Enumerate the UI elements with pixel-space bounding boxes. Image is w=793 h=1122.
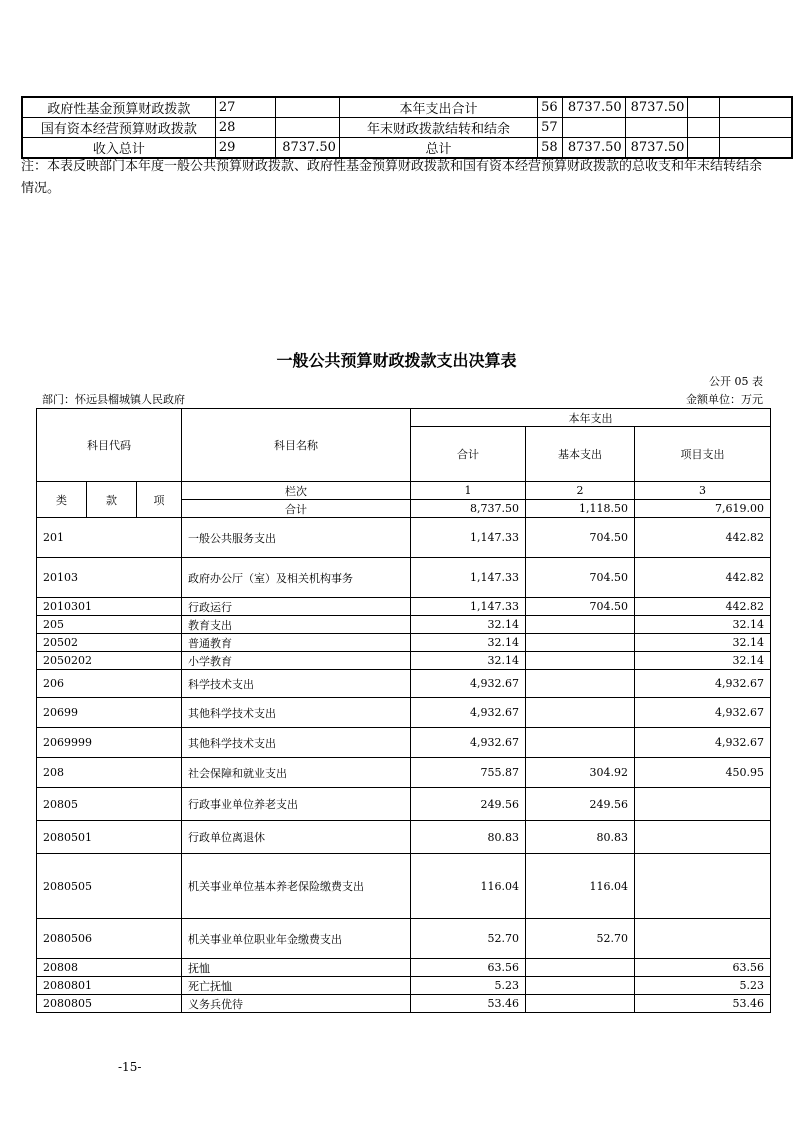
row-basic <box>526 977 635 995</box>
table-row <box>37 959 771 977</box>
row-name: 其他科学技术支出 <box>182 728 411 758</box>
row-name: 其他科学技术支出 <box>182 698 411 728</box>
row-total: 80.83 <box>411 821 526 854</box>
row-total: 63.56 <box>411 959 526 977</box>
row-project: 63.56 <box>635 959 771 977</box>
summary-cell: 政府性基金预算财政拨款 <box>22 97 215 118</box>
table-row <box>37 670 771 698</box>
row-code: 201 <box>37 518 182 558</box>
summary-cell <box>562 118 625 138</box>
row-total: 32.14 <box>411 616 526 634</box>
table-row <box>37 518 771 558</box>
row-code: 2080801 <box>37 977 182 995</box>
table-row <box>37 634 771 652</box>
header-class: 类 <box>37 482 87 518</box>
summary-row <box>22 97 792 118</box>
row-code: 2010301 <box>37 598 182 616</box>
header-col1: 1 <box>411 482 526 500</box>
summary-cell <box>276 118 340 138</box>
row-project: 4,932.67 <box>635 698 771 728</box>
summary-cell <box>688 97 720 118</box>
row-total: 4,932.67 <box>411 670 526 698</box>
row-project: 442.82 <box>635 558 771 598</box>
row-basic: 80.83 <box>526 821 635 854</box>
row-name: 行政事业单位养老支出 <box>182 788 411 821</box>
summary-cell: 8737.50 <box>562 138 625 159</box>
summary-cell: 8737.50 <box>625 97 688 118</box>
row-name: 一般公共服务支出 <box>182 518 411 558</box>
summary-cell: 27 <box>215 97 275 118</box>
row-total: 755.87 <box>411 758 526 788</box>
row-project: 53.46 <box>635 995 771 1013</box>
row-project: 32.14 <box>635 652 771 670</box>
page-title: 一般公共预算财政拨款支出决算表 <box>276 351 517 370</box>
row-name: 机关事业单位职业年金缴费支出 <box>182 919 411 959</box>
table-row <box>37 616 771 634</box>
row-code: 20808 <box>37 959 182 977</box>
row-name: 科学技术支出 <box>182 670 411 698</box>
department-label: 部门：怀远县榴城镇人民政府 <box>42 393 185 406</box>
row-basic <box>526 652 635 670</box>
row-total: 4,932.67 <box>411 728 526 758</box>
table-row <box>37 821 771 854</box>
summary-cell: 年末财政拨款结转和结余 <box>339 118 537 138</box>
summary-cell <box>720 118 792 138</box>
table-row <box>37 598 771 616</box>
row-basic: 52.70 <box>526 919 635 959</box>
amount-unit-label: 金额单位：万元 <box>686 393 763 406</box>
row-total: 52.70 <box>411 919 526 959</box>
row-name: 小学教育 <box>182 652 411 670</box>
header-project: 项目支出 <box>635 427 771 482</box>
row-total: 32.14 <box>411 634 526 652</box>
row-code: 205 <box>37 616 182 634</box>
table-row <box>37 758 771 788</box>
row-code: 2080506 <box>37 919 182 959</box>
row-basic <box>526 995 635 1013</box>
table-row <box>37 728 771 758</box>
row-project <box>635 788 771 821</box>
header-code: 科目代码 <box>37 409 182 482</box>
summary-cell: 28 <box>215 118 275 138</box>
table-row <box>37 977 771 995</box>
row-project <box>635 854 771 919</box>
row-total: 249.56 <box>411 788 526 821</box>
row-code: 2080501 <box>37 821 182 854</box>
row-total: 1,147.33 <box>411 518 526 558</box>
summary-cell: 收入总计 <box>22 138 215 159</box>
row-code: 208 <box>37 758 182 788</box>
summary-cell <box>276 97 340 118</box>
row-project: 5.23 <box>635 977 771 995</box>
table-row <box>37 698 771 728</box>
summary-cell: 8737.50 <box>625 138 688 159</box>
row-project: 442.82 <box>635 518 771 558</box>
summary-cell <box>720 97 792 118</box>
row-code: 2050202 <box>37 652 182 670</box>
sum-label: 合计 <box>182 500 411 518</box>
table-row <box>37 854 771 919</box>
table-row <box>37 919 771 959</box>
table-row <box>37 995 771 1013</box>
row-basic <box>526 616 635 634</box>
summary-cell <box>688 138 720 159</box>
row-code: 20502 <box>37 634 182 652</box>
row-code: 20805 <box>37 788 182 821</box>
summary-cell: 58 <box>538 138 563 159</box>
summary-cell: 8737.50 <box>276 138 340 159</box>
row-basic: 704.50 <box>526 518 635 558</box>
row-project: 442.82 <box>635 598 771 616</box>
summary-row <box>22 118 792 138</box>
summary-cell: 国有资本经营预算财政拨款 <box>22 118 215 138</box>
row-name: 普通教育 <box>182 634 411 652</box>
row-project <box>635 919 771 959</box>
row-basic <box>526 698 635 728</box>
row-basic: 704.50 <box>526 598 635 616</box>
row-project: 450.95 <box>635 758 771 788</box>
page-number: -15- <box>118 1060 142 1074</box>
table-row <box>37 652 771 670</box>
row-name: 抚恤 <box>182 959 411 977</box>
header-col2: 2 <box>526 482 635 500</box>
row-total: 5.23 <box>411 977 526 995</box>
header-col3: 3 <box>635 482 771 500</box>
row-name: 机关事业单位基本养老保险缴费支出 <box>182 854 411 919</box>
row-code: 20103 <box>37 558 182 598</box>
row-total: 116.04 <box>411 854 526 919</box>
row-total: 32.14 <box>411 652 526 670</box>
header-col-index: 栏次 <box>182 482 411 500</box>
row-basic: 304.92 <box>526 758 635 788</box>
row-basic <box>526 634 635 652</box>
table-row <box>37 788 771 821</box>
expenditure-table <box>36 408 771 1013</box>
row-name: 社会保障和就业支出 <box>182 758 411 788</box>
row-basic <box>526 959 635 977</box>
row-total: 4,932.67 <box>411 698 526 728</box>
row-code: 20699 <box>37 698 182 728</box>
row-project: 32.14 <box>635 634 771 652</box>
summary-cell <box>625 118 688 138</box>
row-total: 1,147.33 <box>411 558 526 598</box>
header-section: 款 <box>87 482 137 518</box>
row-basic: 249.56 <box>526 788 635 821</box>
header-basic: 基本支出 <box>526 427 635 482</box>
summary-cell: 56 <box>538 97 563 118</box>
row-name: 死亡抚恤 <box>182 977 411 995</box>
header-current-year: 本年支出 <box>411 409 771 427</box>
table-row <box>37 558 771 598</box>
summary-cell: 29 <box>215 138 275 159</box>
header-total: 合计 <box>411 427 526 482</box>
row-total: 1,147.33 <box>411 598 526 616</box>
summary-cell <box>720 138 792 159</box>
row-name: 义务兵优待 <box>182 995 411 1013</box>
row-project: 4,932.67 <box>635 728 771 758</box>
table-note: 注：本表反映部门本年度一般公共预算财政拨款、政府性基金预算财政拨款和国有资本经营预算财政拨款的总收支和年末结转结余情况。 <box>21 159 763 196</box>
row-basic <box>526 728 635 758</box>
income-expense-summary-table <box>21 96 793 159</box>
row-project: 4,932.67 <box>635 670 771 698</box>
row-project <box>635 821 771 854</box>
row-code: 2069999 <box>37 728 182 758</box>
summary-row <box>22 138 792 159</box>
summary-cell: 57 <box>538 118 563 138</box>
row-code: 2080505 <box>37 854 182 919</box>
row-name: 政府办公厅（室）及相关机构事务 <box>182 558 411 598</box>
row-code: 2080805 <box>37 995 182 1013</box>
row-name: 行政运行 <box>182 598 411 616</box>
row-name: 教育支出 <box>182 616 411 634</box>
sum-total: 8,737.50 <box>411 500 526 518</box>
header-name: 科目名称 <box>182 409 411 482</box>
row-total: 53.46 <box>411 995 526 1013</box>
row-basic: 116.04 <box>526 854 635 919</box>
summary-cell: 总计 <box>339 138 537 159</box>
row-name: 行政单位离退休 <box>182 821 411 854</box>
row-project: 32.14 <box>635 616 771 634</box>
form-id: 公开 05 表 <box>709 375 763 388</box>
header-item: 项 <box>137 482 182 518</box>
sum-project: 7,619.00 <box>635 500 771 518</box>
sum-basic: 1,118.50 <box>526 500 635 518</box>
summary-cell: 本年支出合计 <box>339 97 537 118</box>
row-basic: 704.50 <box>526 558 635 598</box>
row-code: 206 <box>37 670 182 698</box>
summary-cell <box>688 118 720 138</box>
summary-cell: 8737.50 <box>562 97 625 118</box>
row-basic <box>526 670 635 698</box>
